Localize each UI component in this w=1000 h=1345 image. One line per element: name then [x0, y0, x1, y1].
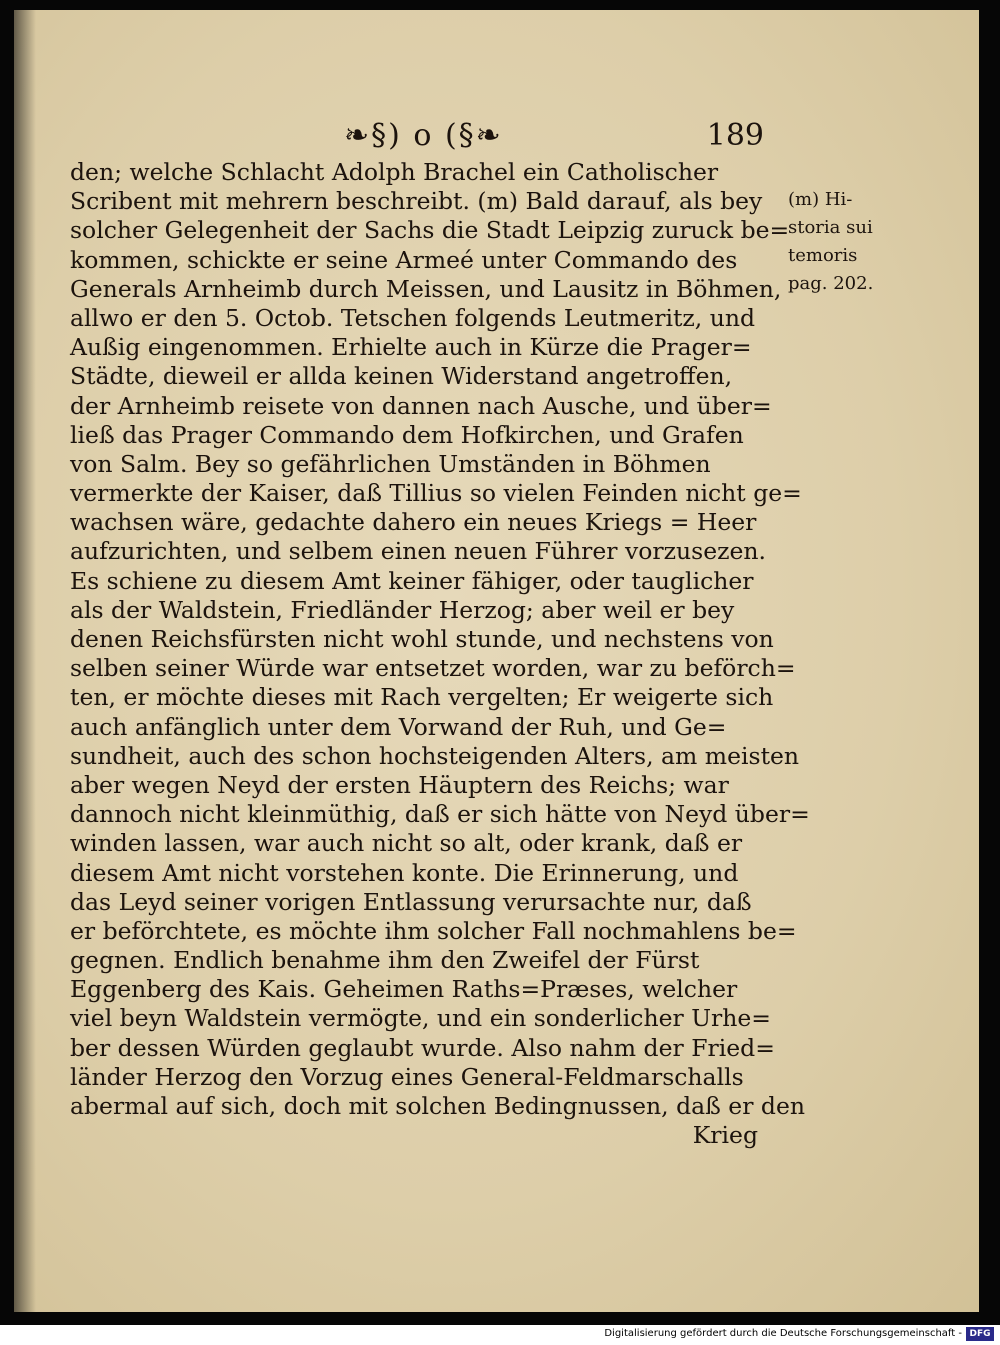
- text-line: solcher Gelegenheit der Sachs die Stadt Leipzig zuruck be=: [70, 216, 790, 245]
- margin-note-line: (m) Hi-: [788, 189, 853, 210]
- catchword: Krieg: [692, 1121, 758, 1150]
- text-line: sundheit, auch des schon hochsteigenden Alters, am meisten: [70, 741, 800, 770]
- text-line: winden lassen, war auch nicht so alt, oder krank, daß er: [70, 829, 743, 858]
- book-page: [14, 10, 979, 1312]
- text-line: allwo er den 5. Octob. Tetschen folgends Leutmeritz, und: [70, 303, 756, 332]
- text-line: vermerkte der Kaiser, daß Tillius so vielen Feinden nicht ge=: [70, 479, 802, 508]
- gutter-shadow: [14, 10, 36, 1312]
- text-line: ber dessen Würden geglaubt wurde. Also nahm der Fried=: [70, 1033, 775, 1062]
- page-number: 189: [706, 118, 764, 153]
- footer-bar: [0, 1325, 1000, 1345]
- margin-note-line: temoris: [788, 245, 858, 266]
- text-line: auch anfänglich unter dem Vorwand der Ruh, und Ge=: [70, 712, 727, 741]
- text-line: von Salm. Bey so gefährlichen Umständen in Böhmen: [70, 449, 711, 478]
- text-line: ließ das Prager Commando dem Hofkirchen, und Grafen: [70, 420, 744, 449]
- text-line: selben seiner Würde war entsetzet worden, war zu beförch=: [70, 654, 796, 683]
- text-line: aufzurichten, und selbem einen neuen Führer vorzusezen.: [70, 537, 767, 566]
- text-line: aber wegen Neyd der ersten Häuptern des Reichs; war: [70, 770, 729, 799]
- text-line: kommen, schickte er seine Armeé unter Commando des: [70, 245, 738, 274]
- text-line: Es schiene zu diesem Amt keiner fähiger, oder tauglicher: [70, 566, 754, 595]
- text-line: abermal auf sich, doch mit solchen Bedingnussen, daß er den: [70, 1092, 806, 1120]
- text-line: Städte, dieweil er allda keinen Widerstand angetroffen,: [70, 362, 733, 391]
- text-line: der Arnheimb reisete von dannen nach Ausche, und über=: [70, 391, 772, 420]
- text-line: als der Waldstein, Friedländer Herzog; aber weil er bey: [70, 595, 735, 624]
- text-line: diesem Amt nicht vorstehen konte. Die Erinnerung, und: [70, 858, 739, 887]
- header-ornament: ❧§) o (§❧: [344, 118, 503, 153]
- footer-credit: Digitalisierung gefördert durch die Deutsche Forschungsgemeinschaft -: [604, 1328, 962, 1339]
- text-line: denen Reichsfürsten nicht wohl stunde, und nechstens von: [70, 625, 774, 653]
- margin-note-line: storia sui: [788, 217, 873, 238]
- text-line: Eggenberg des Kais. Geheimen Raths=Præses, welcher: [70, 975, 738, 1004]
- text-line: das Leyd seiner vorigen Entlassung verursachte nur, daß: [70, 887, 752, 916]
- text-line: wachsen wäre, gedachte dahero ein neues Kriegs = Heer: [70, 508, 757, 537]
- margin-note: [788, 186, 908, 298]
- text-line: Generals Arnheimb durch Meissen, und Lausitz in Böhmen,: [70, 274, 782, 303]
- text-line: viel beyn Waldstein vermögte, und ein sonderlicher Urhe=: [70, 1004, 771, 1033]
- body-text: [70, 158, 810, 1150]
- text-line: ten, er möchte dieses mit Rach vergelten; Er weigerte sich: [70, 683, 774, 712]
- text-line: Außig eingenommen. Erhielte auch in Kürze die Prager=: [70, 333, 752, 362]
- page-header: [334, 118, 764, 158]
- text-line: er beförchtete, es möchte ihm solcher Fall nochmahlens be=: [70, 916, 797, 945]
- dfg-logo-icon: DFG: [966, 1327, 994, 1341]
- text-line: dannoch nicht kleinmüthig, daß er sich hätte von Neyd über=: [70, 800, 810, 829]
- text-line: gegnen. Endlich benahme ihm den Zweifel der Fürst: [70, 946, 700, 975]
- margin-note-line: pag. 202.: [788, 273, 874, 294]
- text-line: länder Herzog den Vorzug eines General-Feldmarschalls: [70, 1062, 744, 1091]
- text-line: den; welche Schlacht Adolph Brachel ein Catholischer: [70, 158, 719, 186]
- text-line: Scribent mit mehrern beschreibt. (m) Bald darauf, als bey: [70, 187, 763, 216]
